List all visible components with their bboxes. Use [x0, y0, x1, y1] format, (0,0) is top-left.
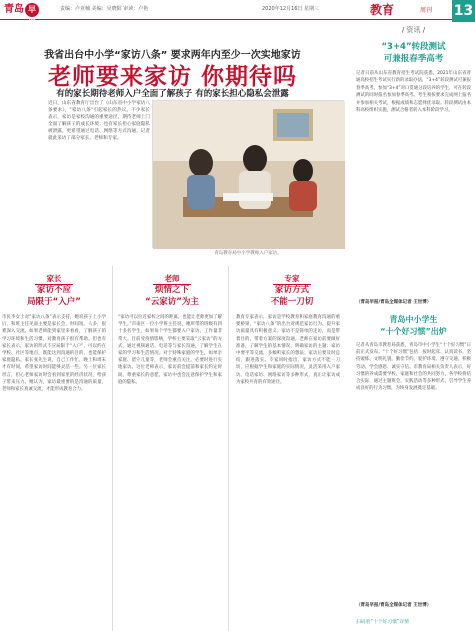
- lead-paragraph: 近日，山东省教育厅出台了《山东省中小学家访八条要求》，“家访八条”引起家长的热议。不少家长表示，家访是家校沟通的重要途径，期待老师上门全面了解孩子的成长环境；也有家长担心家庭隐私被泄露，更希望通过电话、网络等方式沟通。记者就此采访了部分家长、老师和专家。: [48, 101, 150, 141]
- column-title-teachers: 烦情之下 “云家访”为主: [145, 285, 199, 307]
- logo-text: 青岛: [4, 4, 24, 15]
- column-label-experts: 专家: [252, 266, 332, 285]
- info-title: “3+4”转段测试 可兼报春季高考: [381, 42, 446, 64]
- column-divider: [112, 266, 113, 631]
- column-title-parents: 家访不应 局限于“入户”: [27, 285, 81, 307]
- column-body-experts: 教育专家表示，家访是学校教育和家庭教育沟通的重要桥梁，“家访八条”的出台对规范家访行为、提升家访质量具有积极意义。家访不是简单的走访，而是带着目的、带着方案的深度沟通。老师在家访前要做好准备，了解学生的基本情况，明确家访的主题；家访中要平等交流，多倾听家长的想法；家访后要及时总结，跟进落实。专家同时指出，家访方式不能一刀切，应根据学生和家庭的实际情况，灵活采用入户家访、电话家访、网络家访等多种形式，真正让家访成为家校共育的有效途径。: [236, 315, 340, 385]
- editor-credits: 责编：卢亚楠 美编：吴晓阳 审读：卢艳: [60, 6, 149, 12]
- info-body: 记者日前从山东省教育招生考试院获悉，2021年山东省普通高校招生考试实行新的录取办法，“3+4”转段测试可兼报春季高考。参加“3+4”对口贯通分段培养的学生，可在转段测试的同时报名参加春季高考。考生须按要求完成网上报名并参加相关考试，根据成绩和志愿择优录取。转段测试由本科高校组织实施，测试合格者转入本科阶段学习。: [356, 71, 471, 114]
- headline: 老师要来家访 你期待吗: [47, 64, 297, 90]
- newspaper-logo: [4, 2, 56, 28]
- issue-date: 2020年12月16日 星期三: [262, 6, 320, 12]
- headline-kicker: 我省出台中小学“家访八条” 要求两年内至少一次实地家访: [44, 50, 301, 61]
- logo-mark: 早报: [25, 3, 39, 17]
- photo-illustration: [153, 101, 345, 249]
- habits-byline: （青岛早报/青岛全媒体记者 王世博）: [356, 603, 432, 608]
- section-title: 教育: [370, 3, 395, 17]
- subheadline: 有的家长期待老师入户全面了解孩子 有的家长担心隐私会泄露: [56, 89, 289, 99]
- page-number: 13: [452, 0, 475, 22]
- column-body-teachers: “家访可以拉近家校之间的距离，也能让老师更加了解学生。”市南区一位小学班主任说，她所带的班级有四十多名学生，如果每个学生都要入户家访，工作量非常大。目前受疫情影响，学校主要采取“云家访”的方式，通过视频通话、电话等与家长沟通，了解学生在家的学习和生活情况。对于特殊家庭的学生，如单亲家庭、留守儿童等，老师会重点关注，必要时进行实地家访。这位老师表示，家访前会提前和家长约定时间，尊重家长的意愿，家访中也会注意保护学生和家庭的隐私。: [118, 315, 222, 385]
- habits-title: 青岛中小学生 “十个好习惯”出炉: [380, 315, 447, 336]
- masthead: [0, 0, 475, 28]
- photo-caption: 青岛教育局中小学教师入户家访。: [214, 251, 282, 256]
- home-visit-photo: [152, 100, 344, 248]
- right-column: [352, 22, 475, 625]
- column-label-parents: 家长: [14, 266, 94, 285]
- info-byline: （青岛早报/青岛全媒体记者 王世博）: [356, 300, 432, 305]
- qr-prompt: 扫码看“十个好习惯”详情: [356, 620, 409, 625]
- column-divider: [228, 266, 229, 631]
- habits-body: 记者从青岛市教育局获悉，青岛市中小学生“十个好习惯”日前正式发布。“十个好习惯”包括：按时起床、认真读书、坚持锻炼、文明礼貌、勤俭节约、爱护环境、遵守交通、积极劳动、学会感恩、诚实守信。市教育局相关负责人表示，好习惯的养成需要学校、家庭和社会的共同努力，各学校将结合实际，通过主题班会、实践活动等多种形式，引导学生养成良好的行为习惯，为终身发展奠定基础。: [356, 343, 471, 392]
- column-body-parents: 市民李女士对“家访八条”表示支持，她说孩子上小学后，和班主任见面主要是家长会，时间短、人多，很难深入交流。如果老师能到家里来看看，了解孩子的学习环境和生活习惯，对教育孩子很有帮助。但也有家长表示，家访的形式不应局限于“入户”，可以约在学校、社区等地点，既能达到沟通的目的，也能保护家庭隐私。家长张先生说，自己工作忙，晚上和周末才有时间，希望家访时间能够灵活一些。另一位家长坦言，担心老师家访时会看到家里的经济状况，给孩子带来压力。她认为，家访最重要的是沟通的质量，老师和家长真诚交流，才能形成教育合力。: [2, 315, 106, 393]
- column-label-teachers: 老师: [132, 266, 212, 285]
- column-title-experts: 家访方式 不能一刀切: [270, 285, 314, 307]
- section-subtitle: 周刊: [420, 7, 433, 14]
- main-story: [0, 22, 350, 620]
- info-tag: / 资讯 /: [401, 26, 426, 34]
